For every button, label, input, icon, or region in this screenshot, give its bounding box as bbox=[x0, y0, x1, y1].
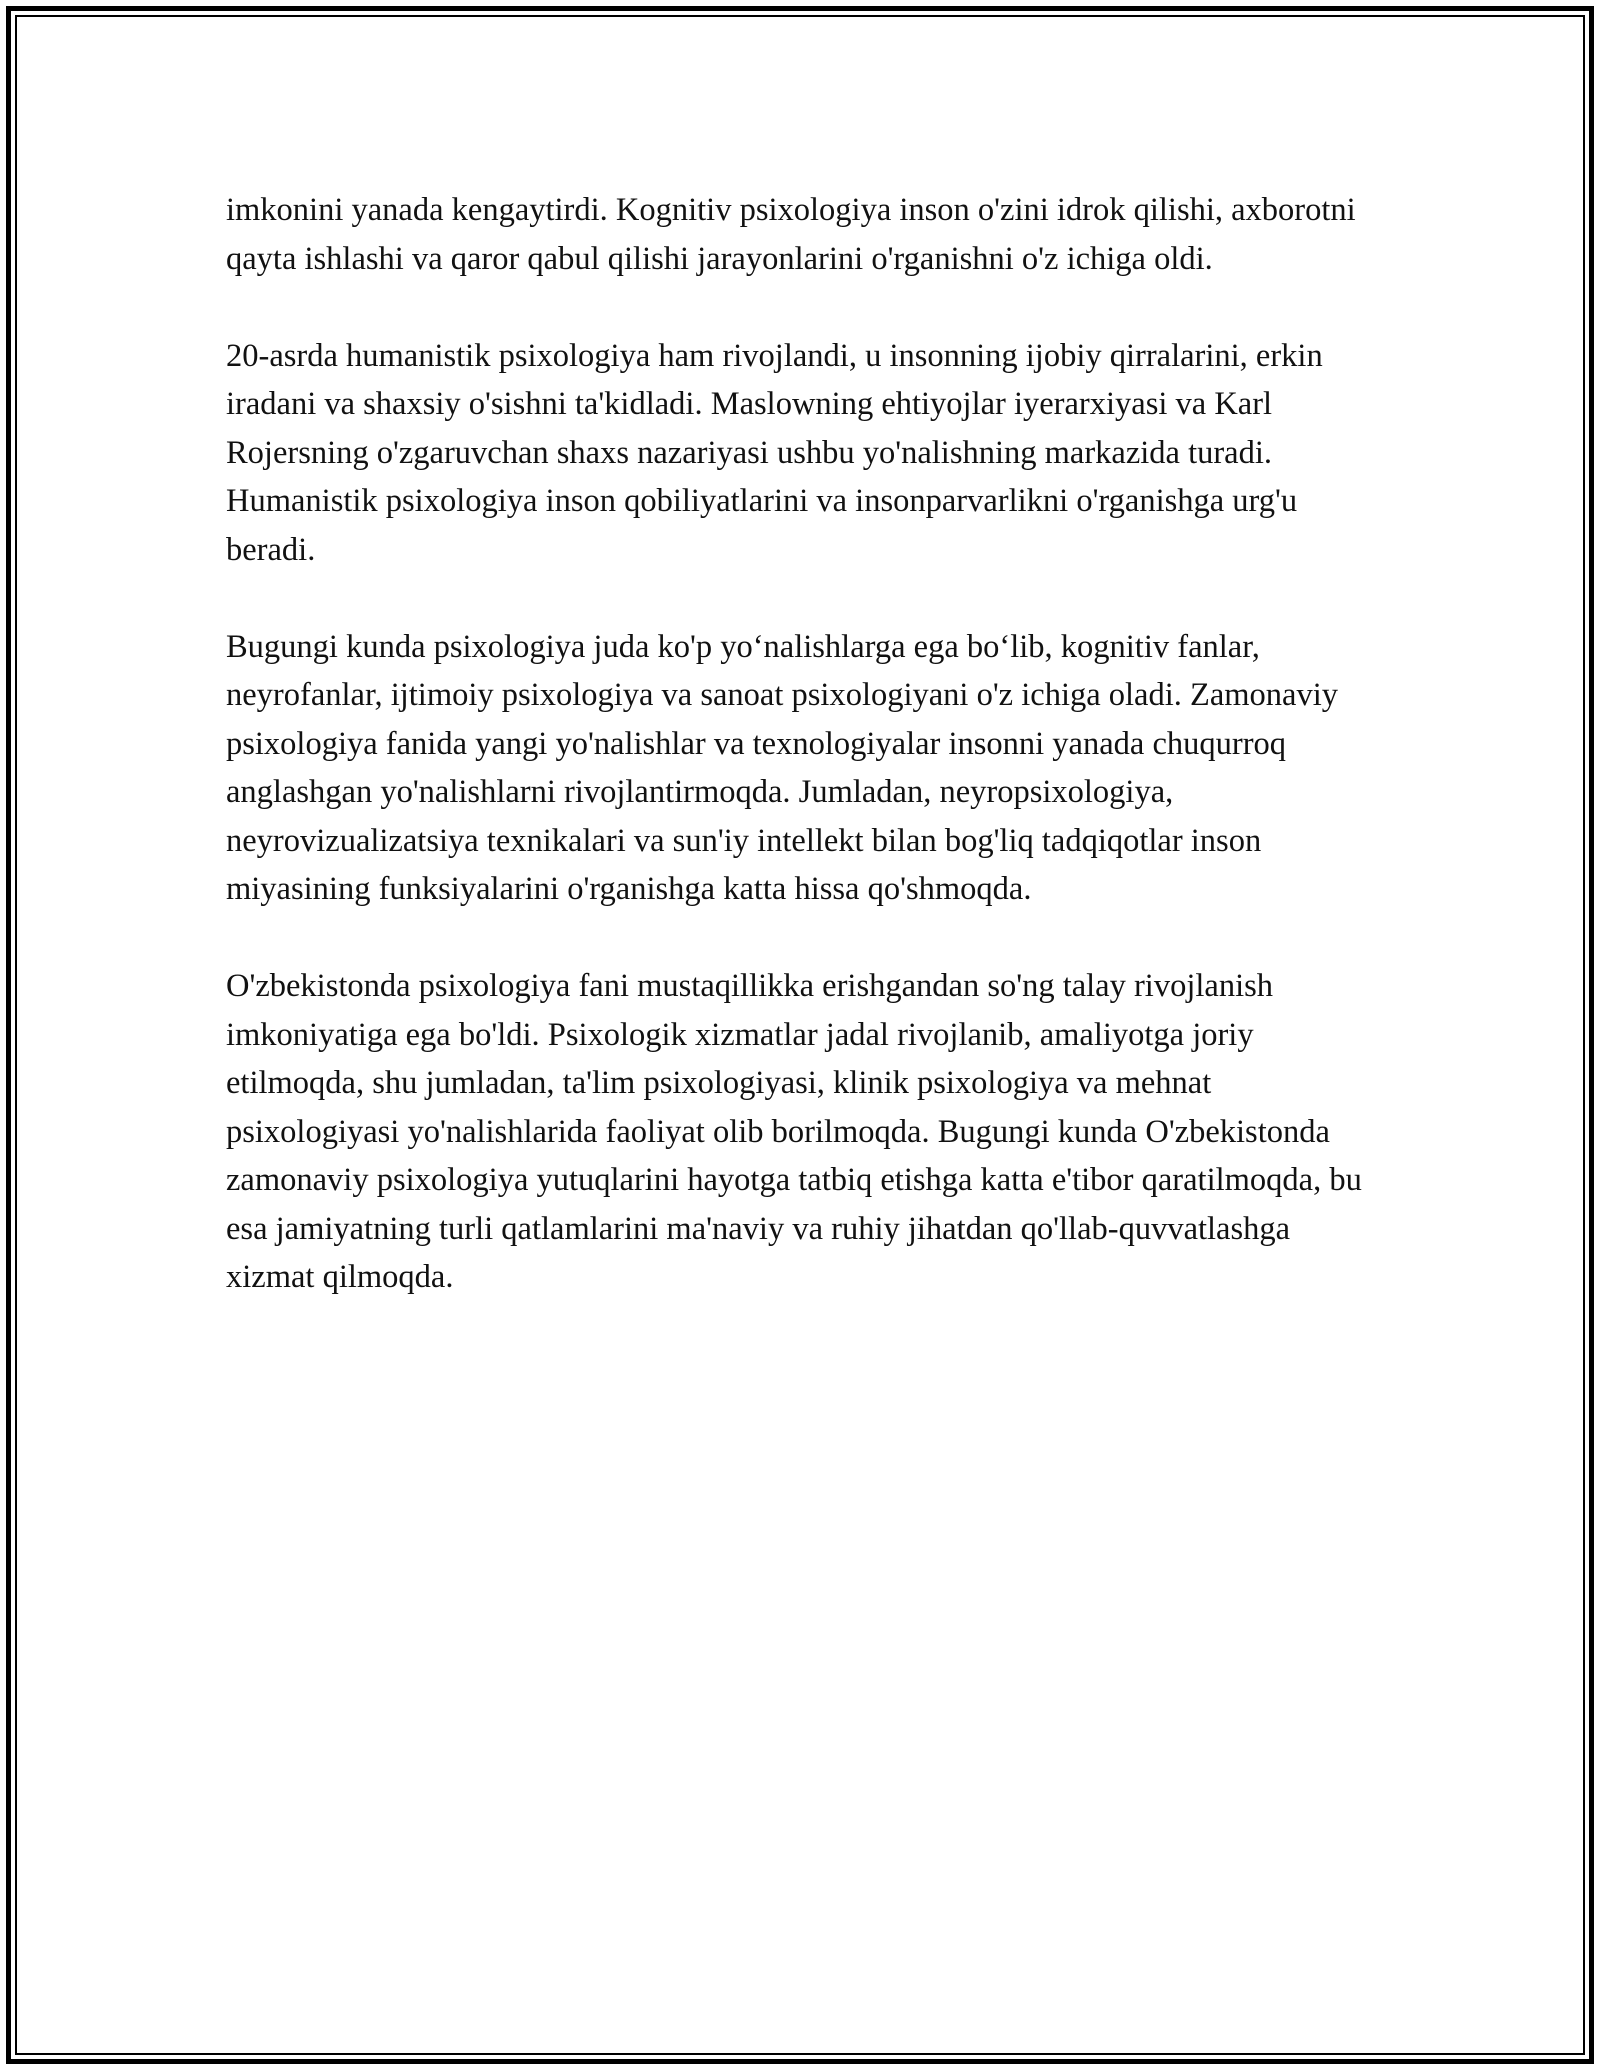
paragraph-cognitive-psychology: imkonini yanada kengaytirdi. Kognitiv psixologiya inson o'zini idrok qilishi, axborotni qayta ishlashi va qaror qabul qilishi jarayonlarini o'rganishni o'z ichiga oldi. bbox=[226, 192, 1356, 277]
document-body bbox=[226, 186, 1376, 1302]
paragraph-humanistic-psychology: 20-asrda humanistik psixologiya ham rivojlandi, u insonning ijobiy qirralarini, erkin iradani va shaxsiy o'sishni ta'kidladi. Maslowning ehtiyojlar iyerarxiyasi va Karl Rojersning o'zgaruvchan shaxs nazariyasi ushbu yo'nalishning markazida turadi. Humanistik psixologiya inson qobiliyatlarini va insonparvarlikni o'rganishga urg'u beradi. bbox=[226, 337, 1323, 568]
paragraph-uzbekistan-psychology: O'zbekistonda psixologiya fani mustaqillikka erishgandan so'ng talay rivojlanish imkoniyatiga ega bo'ldi. Psixologik xizmatlar jadal rivojlanib, amaliyotga joriy etilmoqda, shu jumladan, ta'lim psixologiyasi, klinik psixologiya va mehnat psixologiyasi yo'nalishlarida faoliyat olib borilmoqda. Bugungi kunda O'zbekistonda zamonaviy psixologiya yutuqlarini hayotga tatbiq etishga katta e'tibor qaratilmoqda, bu esa jamiyatning turli qatlamlarini ma'naviy va ruhiy jihatdan qo'llab-quvvatlashga xizmat qilmoqda. bbox=[226, 968, 1362, 1295]
paragraph-modern-psychology: Bugungi kunda psixologiya juda ko'p yo‘nalishlarga ega bo‘lib, kognitiv fanlar, neyrofanlar, ijtimoiy psixologiya va sanoat psixologiyani o'z ichiga oladi. Zamonaviy psixologiya fanida yangi yo'nalishlar va texnologiyalar insonni yanada chuqurroq anglashgan yo'nalishlarni rivojlantirmoqda. Jumladan, neyropsixologiya, neyrovizualizatsiya texnikalari va sun'iy intellekt bilan bog'liq tadqiqotlar inson miyasining funksiyalarini o'rganishga katta hissa qo'shmoqda. bbox=[226, 628, 1339, 907]
